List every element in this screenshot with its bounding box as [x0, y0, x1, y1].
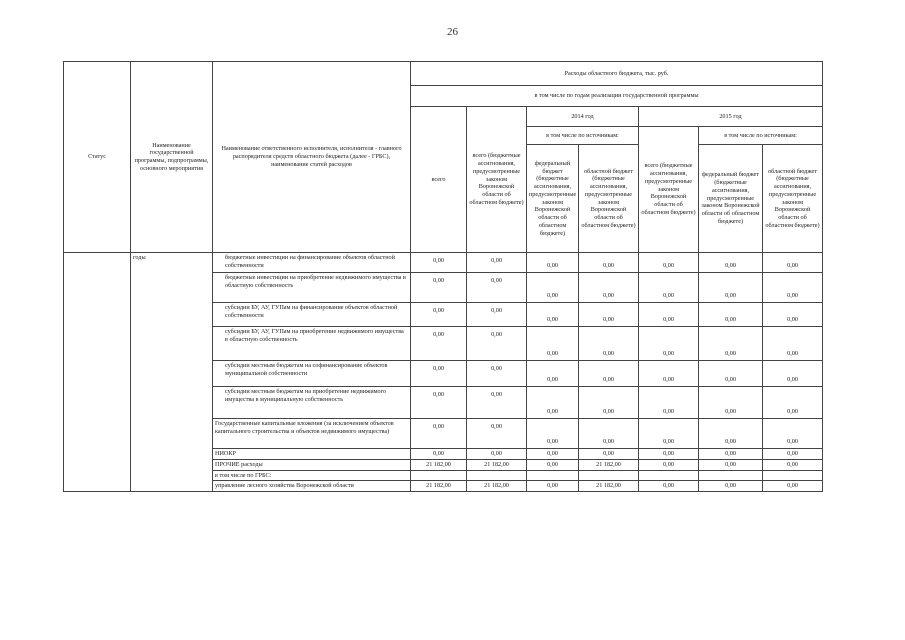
row-name: субсидии БУ, АУ, ГУПам на финансирование объектов областной собственности — [213, 303, 411, 327]
header-year-2014: 2014 год — [527, 107, 639, 127]
value-cell: 0,00 — [467, 327, 527, 361]
row-name: в том числе по ГРБС: — [213, 470, 411, 481]
value-cell: 0,00 — [467, 449, 527, 460]
header-federal-2015: федеральный бюджет (бюджетные ассигнования, предусмотренные законом Воронежской области об областном бюджете) — [699, 145, 763, 253]
value-cell: 0,00 — [527, 459, 579, 470]
header-executor: Наименование ответственного исполнителя, исполнителя - главного распорядителя средств областного бюджета (далее - ГРБС), наименование статей расходов — [213, 62, 411, 253]
header-sources-2015: в том числе по источникам: — [699, 127, 823, 145]
value-cell: 0,00 — [467, 273, 527, 303]
row-name: бюджетные инвестиции на финансирование объектов областной собственности — [213, 253, 411, 273]
value-cell: 21 182,00 — [411, 481, 467, 492]
value-cell: 0,00 — [763, 361, 823, 387]
table-row — [64, 253, 823, 273]
value-cell: 0,00 — [639, 459, 699, 470]
row-name: субсидии БУ, АУ, ГУПам на приобретение недвижимого имущества в областную собственность — [213, 327, 411, 361]
value-cell: 0,00 — [411, 449, 467, 460]
value-cell: 21 182,00 — [411, 459, 467, 470]
value-cell: 0,00 — [527, 273, 579, 303]
value-cell — [699, 470, 763, 481]
value-cell: 0,00 — [763, 253, 823, 273]
row-name: управление лесного хозяйства Воронежской области — [213, 481, 411, 492]
value-cell: 0,00 — [579, 273, 639, 303]
row-name: ПРОЧИЕ расходы — [213, 459, 411, 470]
value-cell: 0,00 — [639, 253, 699, 273]
value-cell: 0,00 — [639, 303, 699, 327]
header-year-2015: 2015 год — [639, 107, 823, 127]
value-cell: 0,00 — [639, 449, 699, 460]
value-cell: 0,00 — [579, 303, 639, 327]
value-cell: 0,00 — [527, 387, 579, 419]
value-cell: 21 182,00 — [467, 459, 527, 470]
value-cell — [467, 470, 527, 481]
value-cell: 21 182,00 — [579, 459, 639, 470]
header-sources-2014: в том числе по источникам: — [527, 127, 639, 145]
value-cell: 0,00 — [527, 481, 579, 492]
value-cell: 0,00 — [579, 361, 639, 387]
value-cell: 0,00 — [467, 419, 527, 449]
value-cell — [579, 470, 639, 481]
value-cell: 0,00 — [467, 361, 527, 387]
value-cell: 0,00 — [699, 273, 763, 303]
value-cell: 0,00 — [699, 361, 763, 387]
value-cell: 0,00 — [763, 303, 823, 327]
row-name: субсидии местным бюджетам на приобретение недвижимого имущества в муниципальную собственность — [213, 387, 411, 419]
value-cell: 0,00 — [527, 327, 579, 361]
value-cell: 0,00 — [411, 303, 467, 327]
header-expenses-title: Расходы областного бюджета, тыс. руб. — [411, 62, 823, 86]
value-cell: 0,00 — [763, 419, 823, 449]
value-cell: 0,00 — [699, 449, 763, 460]
value-cell: 0,00 — [699, 253, 763, 273]
header-regional-2014: областной бюджет (бюджетные ассигнования, предусмотренные законом Воронежской области об областном бюджете) — [579, 145, 639, 253]
value-cell: 0,00 — [699, 387, 763, 419]
value-cell: 0,00 — [699, 327, 763, 361]
value-cell: 0,00 — [763, 449, 823, 460]
header-program-name: Наименование государственной программы, подпрограммы, основного мероприятия — [131, 62, 213, 253]
value-cell: 0,00 — [763, 481, 823, 492]
header-regional-2015: областной бюджет (бюджетные ассигнования, предусмотренные законом Воронежской области об областном бюджете) — [763, 145, 823, 253]
header-total: всего — [411, 107, 467, 253]
value-cell: 0,00 — [579, 387, 639, 419]
program-cell: годы — [131, 253, 213, 492]
value-cell: 0,00 — [411, 419, 467, 449]
value-cell: 0,00 — [763, 273, 823, 303]
header-total-assigned: всего (бюджетные ассигнования, предусмотренные законом Воронежской области об областном бюджете) — [467, 107, 527, 253]
page-number: 26 — [447, 26, 458, 38]
value-cell: 0,00 — [699, 303, 763, 327]
value-cell: 0,00 — [411, 253, 467, 273]
row-name: бюджетные инвестиции на приобретение недвижимого имущества в областную собственность — [213, 273, 411, 303]
header-status: Статус — [64, 62, 131, 253]
value-cell: 0,00 — [411, 327, 467, 361]
value-cell: 21 182,00 — [467, 481, 527, 492]
value-cell: 0,00 — [467, 253, 527, 273]
value-cell: 0,00 — [411, 273, 467, 303]
value-cell — [639, 470, 699, 481]
value-cell: 0,00 — [639, 387, 699, 419]
value-cell: 0,00 — [467, 303, 527, 327]
value-cell: 0,00 — [527, 449, 579, 460]
value-cell: 0,00 — [579, 253, 639, 273]
value-cell: 0,00 — [579, 419, 639, 449]
value-cell: 0,00 — [411, 361, 467, 387]
header-total-2015: всего (бюджетные ассигнования, предусмотренные законом Воронежской области об областном бюджете) — [639, 127, 699, 253]
value-cell: 0,00 — [527, 419, 579, 449]
value-cell: 0,00 — [527, 361, 579, 387]
value-cell: 0,00 — [699, 481, 763, 492]
row-name: субсидии местным бюджетам на софинансирование объектов муниципальной собственности — [213, 361, 411, 387]
value-cell: 0,00 — [639, 361, 699, 387]
value-cell: 21 182,00 — [579, 481, 639, 492]
value-cell: 0,00 — [699, 419, 763, 449]
header-by-years: в том числе по годам реализации государственной программы — [411, 86, 823, 107]
value-cell: 0,00 — [527, 253, 579, 273]
value-cell: 0,00 — [763, 387, 823, 419]
value-cell: 0,00 — [579, 449, 639, 460]
value-cell: 0,00 — [763, 459, 823, 470]
value-cell: 0,00 — [639, 481, 699, 492]
value-cell: 0,00 — [467, 387, 527, 419]
value-cell: 0,00 — [639, 327, 699, 361]
value-cell: 0,00 — [699, 459, 763, 470]
value-cell — [527, 470, 579, 481]
row-name: Государственные капитальные вложения (за исключением объектов капитального строительства и объектов недвижимого имущества) — [213, 419, 411, 449]
value-cell — [763, 470, 823, 481]
value-cell: 0,00 — [763, 327, 823, 361]
value-cell: 0,00 — [639, 419, 699, 449]
row-name: НИОКР — [213, 449, 411, 460]
value-cell: 0,00 — [527, 303, 579, 327]
value-cell: 0,00 — [579, 327, 639, 361]
value-cell: 0,00 — [411, 387, 467, 419]
budget-table — [63, 61, 823, 492]
status-cell — [64, 253, 131, 492]
header-federal-2014: федеральный бюджет (бюджетные ассигнования, предусмотренные законом Воронежской области об областном бюджете) — [527, 145, 579, 253]
value-cell — [411, 470, 467, 481]
value-cell: 0,00 — [639, 273, 699, 303]
